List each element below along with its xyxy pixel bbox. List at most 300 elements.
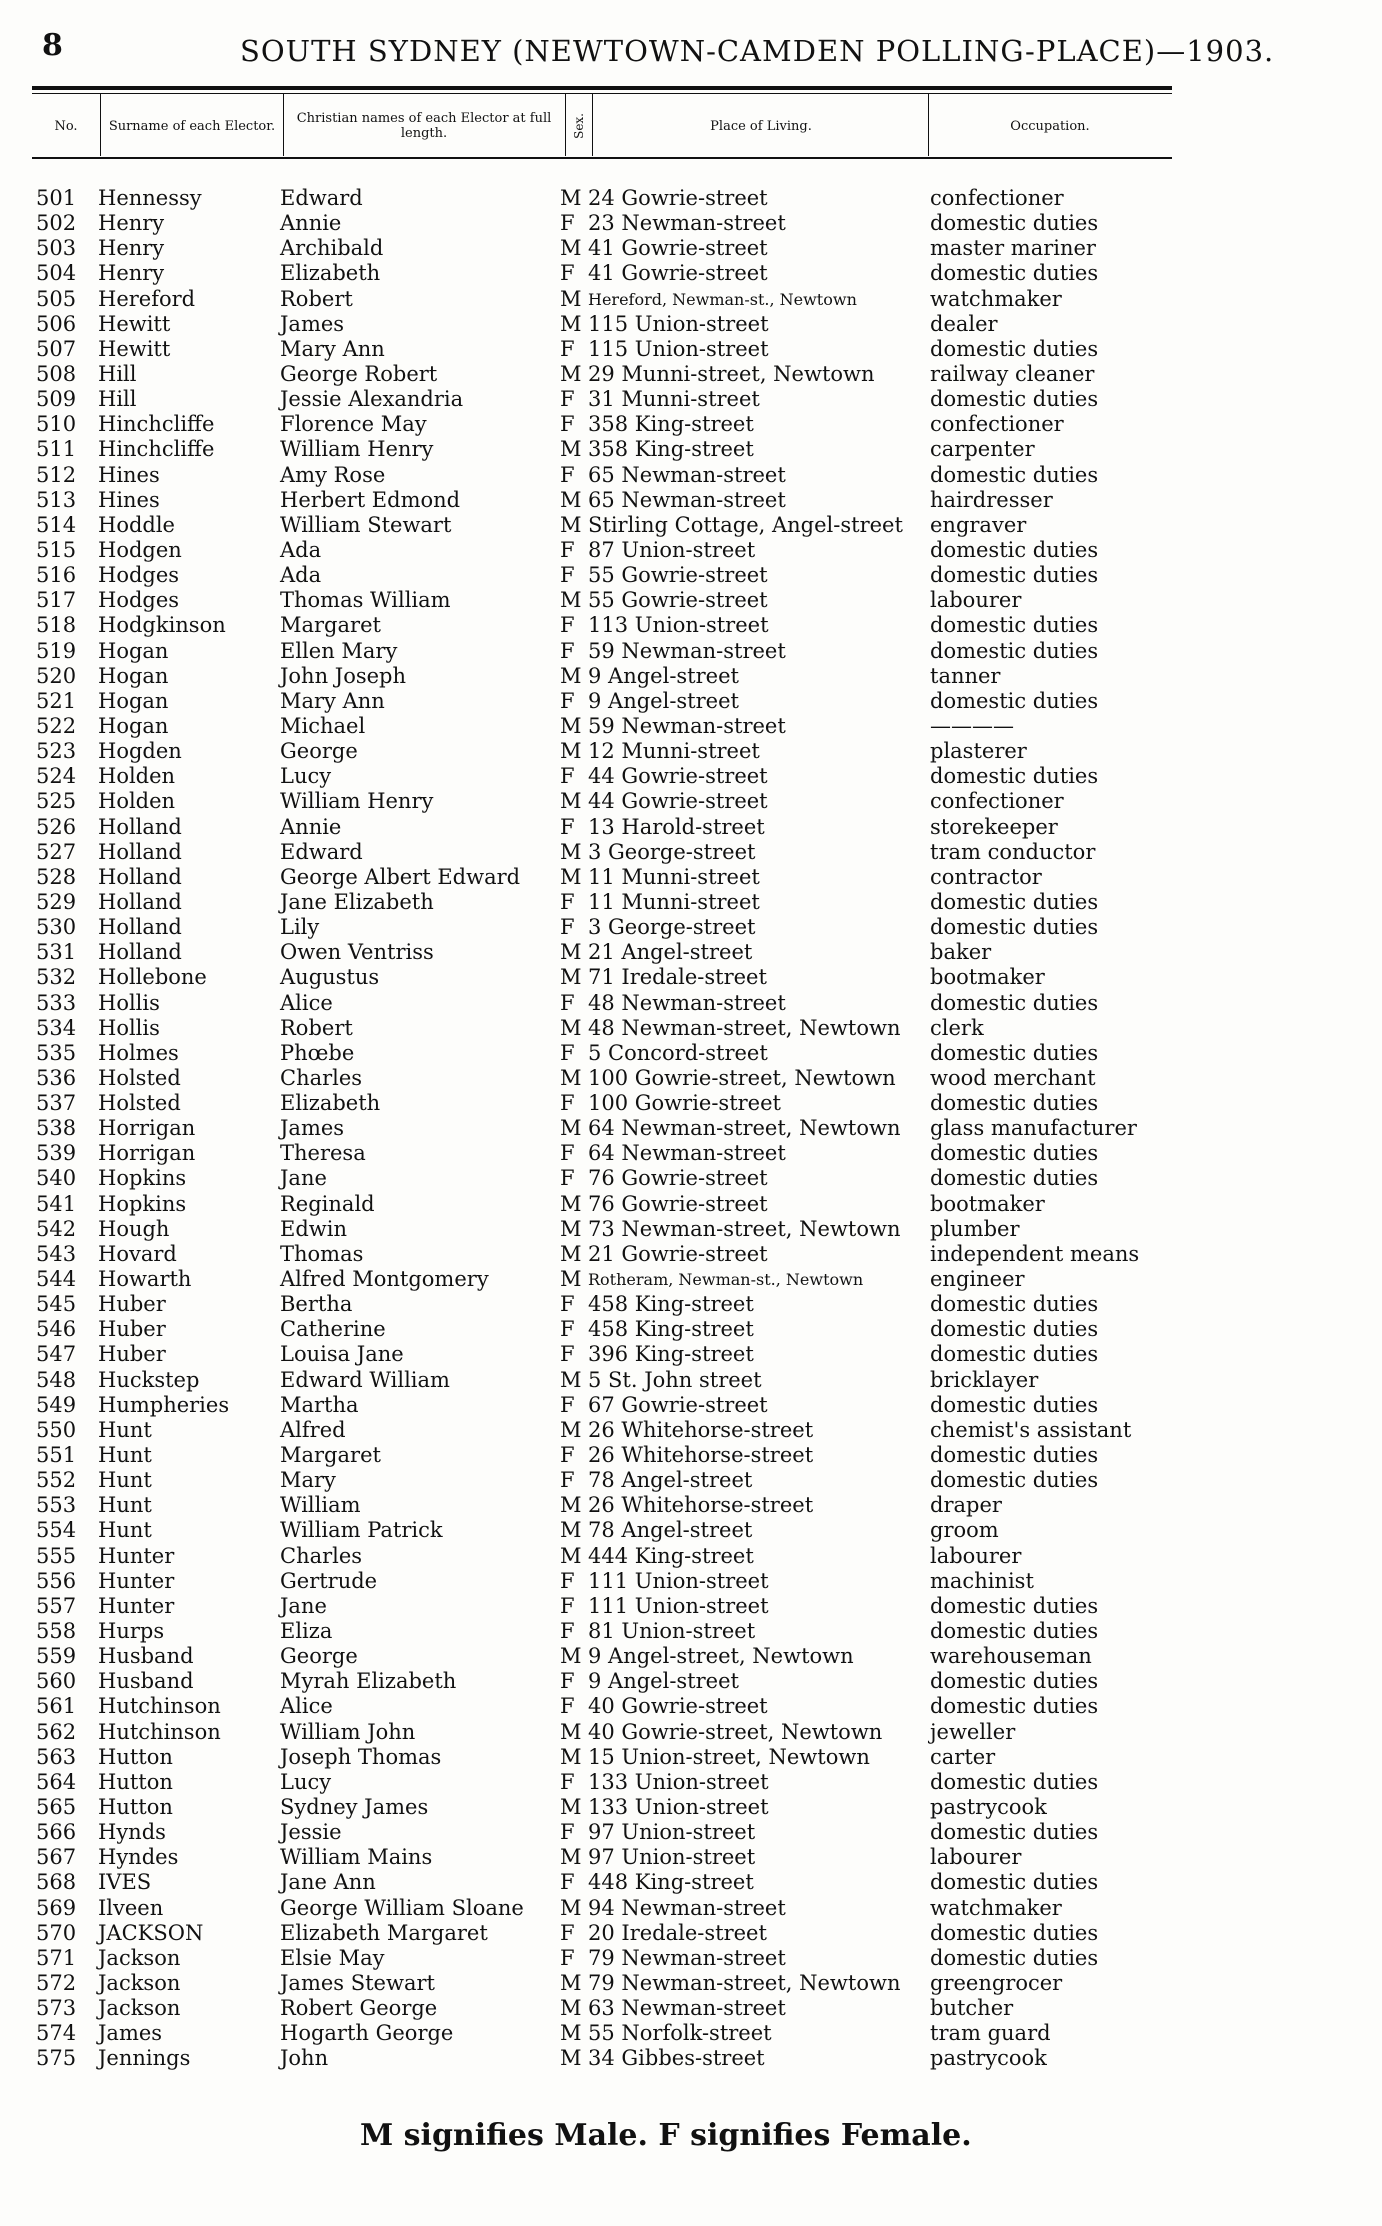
elector-number: 528	[36, 864, 77, 889]
elector-surname: Hogan	[98, 663, 169, 688]
elector-row	[0, 1267, 1382, 1292]
elector-number: 501	[36, 186, 77, 210]
elector-christian-names: John	[280, 2046, 329, 2071]
elector-place: 48 Newman-street, Newtown	[588, 1015, 901, 1040]
elector-row	[0, 1569, 1382, 1594]
elector-number: 513	[36, 487, 77, 512]
header-sex-label: Sex.	[571, 113, 586, 139]
elector-number: 523	[36, 739, 77, 764]
elector-occupation: machinist	[930, 1568, 1034, 1593]
elector-sex: M	[560, 1845, 582, 1870]
elector-number: 552	[36, 1468, 77, 1493]
elector-row	[0, 513, 1382, 538]
elector-occupation: domestic duties	[930, 462, 1099, 487]
elector-occupation: domestic duties	[930, 1141, 1099, 1166]
elector-row	[0, 1342, 1382, 1367]
elector-sex: F	[560, 1392, 575, 1417]
elector-place: 3 George-street	[588, 915, 756, 940]
elector-surname: Hunt	[98, 1518, 152, 1543]
elector-surname: Hines	[98, 462, 160, 487]
elector-sex: F	[560, 1769, 575, 1794]
elector-sex: M	[560, 286, 582, 311]
elector-surname: Huber	[98, 1342, 166, 1367]
elector-surname: Holland	[98, 839, 182, 864]
elector-christian-names: Ada	[280, 563, 322, 588]
elector-row	[0, 186, 1382, 211]
elector-place: 5 St. John street	[588, 1367, 762, 1392]
elector-surname: Hyndes	[98, 1845, 179, 1870]
elector-sex: M	[560, 437, 582, 462]
elector-surname: Hodgkinson	[98, 613, 226, 638]
elector-sex: F	[560, 990, 575, 1015]
elector-christian-names: Robert	[280, 1015, 353, 1040]
elector-row	[0, 463, 1382, 488]
elector-surname: Hunter	[98, 1593, 175, 1618]
elector-occupation: carpenter	[930, 437, 1035, 462]
elector-row	[0, 1368, 1382, 1393]
elector-place: 67 Gowrie-street	[588, 1392, 768, 1417]
elector-row	[0, 1418, 1382, 1443]
elector-place: 44 Gowrie-street	[588, 789, 768, 814]
elector-surname: Henry	[98, 236, 165, 261]
elector-surname: Hoddle	[98, 512, 175, 537]
elector-number: 553	[36, 1493, 77, 1518]
elector-sex: F	[560, 1920, 575, 1945]
elector-place: 133 Union-street	[588, 1795, 769, 1819]
elector-place: 12 Munni-street	[588, 739, 760, 764]
elector-christian-names: Ellen Mary	[280, 638, 398, 663]
elector-number: 569	[36, 1895, 77, 1920]
elector-surname: Holsted	[98, 1065, 181, 1090]
elector-occupation: baker	[930, 940, 992, 965]
elector-row	[0, 1518, 1382, 1543]
elector-place: 11 Munni-street	[588, 864, 760, 889]
elector-place: 13 Harold-street	[588, 814, 765, 839]
elector-sex: M	[560, 1895, 582, 1920]
header-place: Place of Living.	[710, 118, 812, 134]
elector-place: 113 Union-street	[588, 613, 769, 638]
elector-surname: Huber	[98, 1317, 166, 1342]
elector-number: 554	[36, 1518, 77, 1543]
elector-surname: Hunt	[98, 1468, 152, 1493]
elector-surname: Hereford	[98, 286, 196, 311]
elector-sex: F	[560, 1443, 575, 1468]
elector-row	[0, 1896, 1382, 1921]
elector-sex: M	[560, 1241, 582, 1266]
elector-surname: Holland	[98, 864, 182, 889]
elector-row	[0, 588, 1382, 613]
elector-christian-names: Margaret	[280, 613, 381, 638]
elector-number: 555	[36, 1543, 77, 1568]
elector-row	[0, 1946, 1382, 1971]
elector-number: 547	[36, 1342, 77, 1367]
elector-sex: F	[560, 1040, 575, 1065]
elector-occupation: bricklayer	[930, 1367, 1039, 1392]
elector-occupation: domestic duties	[930, 990, 1099, 1015]
elector-christian-names: Catherine	[280, 1317, 386, 1342]
elector-place: 9 Angel-street	[588, 688, 739, 713]
elector-christian-names: Jessie	[280, 1820, 342, 1845]
elector-christian-names: James	[280, 1116, 345, 1141]
elector-row	[0, 865, 1382, 890]
elector-row	[0, 739, 1382, 764]
elector-place: 358 King-street	[588, 412, 754, 437]
elector-place: Hereford, Newman-st., Newtown	[588, 289, 857, 309]
elector-number: 504	[36, 261, 77, 286]
page-title: SOUTH SYDNEY (NEWTOWN-CAMDEN POLLING-PLACE)—1903.	[240, 34, 1275, 68]
elector-surname: Jennings	[98, 2046, 191, 2071]
elector-christian-names: Margaret	[280, 1443, 381, 1468]
elector-occupation: carter	[930, 1744, 996, 1769]
elector-row	[0, 1870, 1382, 1895]
elector-christian-names: William Henry	[280, 437, 434, 462]
elector-sex: F	[560, 1468, 575, 1493]
elector-row	[0, 1192, 1382, 1217]
elector-surname: Holden	[98, 789, 176, 814]
elector-row	[0, 1468, 1382, 1493]
elector-surname: Hutchinson	[98, 1719, 221, 1744]
elector-sex: F	[560, 1141, 575, 1166]
elector-sex: M	[560, 1644, 582, 1669]
elector-place: 78 Angel-street	[588, 1518, 753, 1543]
elector-christian-names: Edward	[280, 186, 363, 210]
elector-number: 550	[36, 1417, 77, 1442]
elector-number: 510	[36, 412, 77, 437]
elector-sex: M	[560, 1795, 582, 1819]
elector-row	[0, 2046, 1382, 2071]
elector-surname: Hopkins	[98, 1166, 187, 1191]
elector-row	[0, 337, 1382, 362]
elector-row	[0, 840, 1382, 865]
elector-place: 115 Union-street	[588, 311, 769, 336]
elector-surname: Hopkins	[98, 1191, 187, 1216]
elector-sex: F	[560, 563, 575, 588]
elector-row	[0, 940, 1382, 965]
elector-surname: Hutton	[98, 1795, 173, 1819]
elector-place: 9 Angel-street	[588, 1669, 739, 1694]
elector-occupation: domestic duties	[930, 1166, 1099, 1191]
column-divider	[100, 94, 101, 156]
elector-row	[0, 1845, 1382, 1870]
elector-place: 23 Newman-street	[588, 211, 786, 236]
elector-place: 87 Union-street	[588, 537, 756, 562]
elector-place: 41 Gowrie-street	[588, 261, 768, 286]
elector-occupation: labourer	[930, 588, 1022, 613]
elector-number: 508	[36, 361, 77, 386]
elector-sex: M	[560, 1744, 582, 1769]
column-divider	[592, 94, 593, 156]
elector-place: 79 Newman-street, Newtown	[588, 1970, 901, 1995]
elector-surname: Horrigan	[98, 1116, 196, 1141]
elector-surname: Husband	[98, 1669, 194, 1694]
elector-row	[0, 1217, 1382, 1242]
elector-christian-names: Archibald	[280, 236, 384, 261]
elector-row	[0, 437, 1382, 462]
elector-christian-names: Charles	[280, 1065, 363, 1090]
elector-occupation: wood merchant	[930, 1065, 1096, 1090]
elector-sex: M	[560, 186, 582, 210]
elector-christian-names: Florence May	[280, 412, 427, 437]
elector-christian-names: George William Sloane	[280, 1895, 524, 1920]
elector-place: 20 Iredale-street	[588, 1920, 767, 1945]
elector-number: 564	[36, 1769, 77, 1794]
elector-row	[0, 1242, 1382, 1267]
elector-row	[0, 1292, 1382, 1317]
elector-number: 511	[36, 437, 77, 462]
elector-place: 76 Gowrie-street	[588, 1166, 768, 1191]
elector-place: 44 Gowrie-street	[588, 764, 768, 789]
elector-row	[0, 639, 1382, 664]
header-christian-names: Christian names of each Elector at full length.	[296, 111, 552, 141]
elector-christian-names: Mary Ann	[280, 336, 385, 361]
elector-place: 11 Munni-street	[588, 889, 760, 914]
elector-place: 55 Gowrie-street	[588, 563, 768, 588]
elector-surname: Hodges	[98, 588, 180, 613]
elector-number: 557	[36, 1593, 77, 1618]
elector-surname: Hollebone	[98, 965, 207, 990]
elector-christian-names: Reginald	[280, 1191, 375, 1216]
elector-occupation: chemist's assistant	[930, 1417, 1132, 1442]
elector-number: 546	[36, 1317, 77, 1342]
elector-christian-names: Jane Elizabeth	[280, 889, 434, 914]
elector-christian-names: Herbert Edmond	[280, 487, 461, 512]
elector-christian-names: Alice	[280, 1694, 333, 1719]
elector-sex: F	[560, 1870, 575, 1895]
elector-place: 111 Union-street	[588, 1593, 769, 1618]
elector-christian-names: William Mains	[280, 1845, 433, 1870]
elector-place: Stirling Cottage, Angel-street	[588, 512, 903, 537]
elector-number: 539	[36, 1141, 77, 1166]
header-sex	[566, 98, 592, 154]
elector-place: 97 Union-street	[588, 1845, 756, 1870]
elector-occupation: pastrycook	[930, 1795, 1047, 1819]
elector-row	[0, 1745, 1382, 1770]
elector-place: 21 Gowrie-street	[588, 1241, 768, 1266]
elector-surname: Hynds	[98, 1820, 166, 1845]
elector-number: 517	[36, 588, 77, 613]
elector-place: 65 Newman-street	[588, 462, 786, 487]
elector-sex: M	[560, 713, 582, 738]
elector-row	[0, 1594, 1382, 1619]
elector-occupation: clerk	[930, 1015, 984, 1040]
elector-row	[0, 312, 1382, 337]
elector-surname: Hollis	[98, 990, 160, 1015]
elector-place: 9 Angel-street	[588, 663, 739, 688]
elector-sex: F	[560, 1669, 575, 1694]
elector-row	[0, 1443, 1382, 1468]
elector-number: 568	[36, 1870, 77, 1895]
elector-occupation: domestic duties	[930, 1945, 1099, 1970]
elector-christian-names: Sydney James	[280, 1795, 429, 1819]
elector-christian-names: Myrah Elizabeth	[280, 1669, 457, 1694]
elector-occupation: domestic duties	[930, 638, 1099, 663]
elector-place: 5 Concord-street	[588, 1040, 768, 1065]
elector-surname: Hunt	[98, 1417, 152, 1442]
elector-number: 542	[36, 1216, 77, 1241]
elector-christian-names: William Patrick	[280, 1518, 443, 1543]
elector-christian-names: George	[280, 739, 358, 764]
elector-christian-names: Alfred Montgomery	[280, 1267, 489, 1292]
elector-row	[0, 1016, 1382, 1041]
elector-row	[0, 287, 1382, 312]
elector-christian-names: Bertha	[280, 1292, 353, 1317]
elector-row	[0, 991, 1382, 1016]
elector-sex: F	[560, 1694, 575, 1719]
elector-surname: Hinchcliffe	[98, 412, 215, 437]
elector-row	[0, 211, 1382, 236]
elector-place: 55 Gowrie-street	[588, 588, 768, 613]
elector-surname: Hovard	[98, 1241, 177, 1266]
elector-surname: Hollis	[98, 1015, 160, 1040]
header-no: No.	[54, 118, 78, 134]
elector-number: 571	[36, 1945, 77, 1970]
elector-occupation: domestic duties	[930, 1091, 1099, 1116]
elector-christian-names: Phœbe	[280, 1040, 355, 1065]
elector-row	[0, 1066, 1382, 1091]
elector-occupation: contractor	[930, 864, 1042, 889]
elector-occupation: watchmaker	[930, 1895, 1062, 1920]
elector-sex: M	[560, 361, 582, 386]
elector-occupation: domestic duties	[930, 1317, 1099, 1342]
elector-occupation: domestic duties	[930, 336, 1099, 361]
elector-occupation: confectioner	[930, 789, 1064, 814]
elector-occupation: ————	[930, 713, 1014, 738]
elector-sex: F	[560, 412, 575, 437]
elector-christian-names: Mary	[280, 1468, 336, 1493]
elector-place: 40 Gowrie-street, Newtown	[588, 1719, 883, 1744]
elector-occupation: domestic duties	[930, 1342, 1099, 1367]
elector-number: 570	[36, 1920, 77, 1945]
page-number: 8	[42, 28, 63, 63]
header-rule	[32, 86, 1172, 90]
elector-christian-names: Lucy	[280, 764, 332, 789]
elector-number: 558	[36, 1619, 77, 1644]
elector-row	[0, 789, 1382, 814]
elector-occupation: glass manufacturer	[930, 1116, 1137, 1141]
elector-christian-names: Edwin	[280, 1216, 347, 1241]
elector-row	[0, 1996, 1382, 2021]
elector-number: 574	[36, 2021, 77, 2046]
elector-surname: Holmes	[98, 1040, 179, 1065]
elector-christian-names: William John	[280, 1719, 416, 1744]
elector-list	[0, 186, 1382, 2072]
elector-surname: JACKSON	[98, 1920, 204, 1945]
elector-row	[0, 1317, 1382, 1342]
elector-place: 26 Whitehorse-street	[588, 1493, 814, 1518]
elector-row	[0, 538, 1382, 563]
elector-sex: F	[560, 1091, 575, 1116]
elector-place: 448 King-street	[588, 1870, 754, 1895]
elector-number: 544	[36, 1267, 77, 1292]
elector-row	[0, 890, 1382, 915]
elector-occupation: tanner	[930, 663, 1001, 688]
elector-number: 538	[36, 1116, 77, 1141]
elector-number: 526	[36, 814, 77, 839]
elector-surname: Holland	[98, 814, 182, 839]
elector-surname: Hines	[98, 487, 160, 512]
elector-occupation: domestic duties	[930, 764, 1099, 789]
elector-place: 73 Newman-street, Newtown	[588, 1216, 901, 1241]
elector-sex: F	[560, 1568, 575, 1593]
elector-sex: M	[560, 839, 582, 864]
elector-occupation: pastrycook	[930, 2046, 1047, 2071]
elector-christian-names: Edward William	[280, 1367, 450, 1392]
elector-christian-names: Lily	[280, 915, 320, 940]
elector-surname: Hewitt	[98, 336, 171, 361]
elector-row	[0, 261, 1382, 286]
elector-christian-names: James Stewart	[280, 1970, 435, 1995]
elector-surname: Jackson	[98, 1970, 181, 1995]
elector-row	[0, 1720, 1382, 1745]
elector-place: 41 Gowrie-street	[588, 236, 768, 261]
elector-place: 444 King-street	[588, 1543, 754, 1568]
elector-christian-names: George Albert Edward	[280, 864, 521, 889]
elector-occupation: groom	[930, 1518, 999, 1543]
elector-christian-names: Thomas	[280, 1241, 364, 1266]
elector-occupation: domestic duties	[930, 211, 1099, 236]
elector-number: 525	[36, 789, 77, 814]
elector-surname: Hutton	[98, 1769, 173, 1794]
elector-surname: Huckstep	[98, 1367, 200, 1392]
elector-surname: Hogan	[98, 713, 169, 738]
elector-place: 34 Gibbes-street	[588, 2046, 765, 2071]
elector-surname: Holsted	[98, 1091, 181, 1116]
elector-occupation: draper	[930, 1493, 1002, 1518]
elector-christian-names: Amy Rose	[280, 462, 386, 487]
elector-number: 502	[36, 211, 77, 236]
elector-surname: Horrigan	[98, 1141, 196, 1166]
elector-occupation: dealer	[930, 311, 998, 336]
elector-place: 48 Newman-street	[588, 990, 786, 1015]
elector-christian-names: George Robert	[280, 361, 438, 386]
elector-surname: Henry	[98, 211, 165, 236]
elector-sex: F	[560, 261, 575, 286]
elector-christian-names: William Henry	[280, 789, 434, 814]
elector-number: 575	[36, 2046, 77, 2071]
elector-christian-names: Elizabeth Margaret	[280, 1920, 488, 1945]
elector-occupation: domestic duties	[930, 889, 1099, 914]
elector-sex: M	[560, 1367, 582, 1392]
elector-place: 64 Newman-street	[588, 1141, 786, 1166]
elector-row	[0, 815, 1382, 840]
elector-number: 537	[36, 1091, 77, 1116]
elector-sex: M	[560, 1719, 582, 1744]
elector-christian-names: Jane	[280, 1593, 327, 1618]
elector-sex: M	[560, 739, 582, 764]
elector-row	[0, 1795, 1382, 1820]
elector-occupation: domestic duties	[930, 1443, 1099, 1468]
elector-occupation: domestic duties	[930, 1392, 1099, 1417]
elector-surname: Jackson	[98, 1996, 181, 2021]
elector-place: 458 King-street	[588, 1292, 754, 1317]
elector-number: 556	[36, 1568, 77, 1593]
elector-number: 524	[36, 764, 77, 789]
elector-sex: M	[560, 236, 582, 261]
elector-number: 506	[36, 311, 77, 336]
elector-occupation: plumber	[930, 1216, 1020, 1241]
elector-place: Rotheram, Newman-st., Newtown	[588, 1270, 864, 1290]
elector-place: 3 George-street	[588, 839, 756, 864]
elector-place: 26 Whitehorse-street	[588, 1417, 814, 1442]
elector-place: 29 Munni-street, Newtown	[588, 361, 875, 386]
elector-number: 518	[36, 613, 77, 638]
elector-sex: M	[560, 1116, 582, 1141]
elector-surname: Ilveen	[98, 1895, 164, 1920]
elector-surname: Hill	[98, 387, 137, 412]
elector-sex: F	[560, 1593, 575, 1618]
elector-occupation: domestic duties	[930, 387, 1099, 412]
elector-christian-names: Louisa Jane	[280, 1342, 404, 1367]
